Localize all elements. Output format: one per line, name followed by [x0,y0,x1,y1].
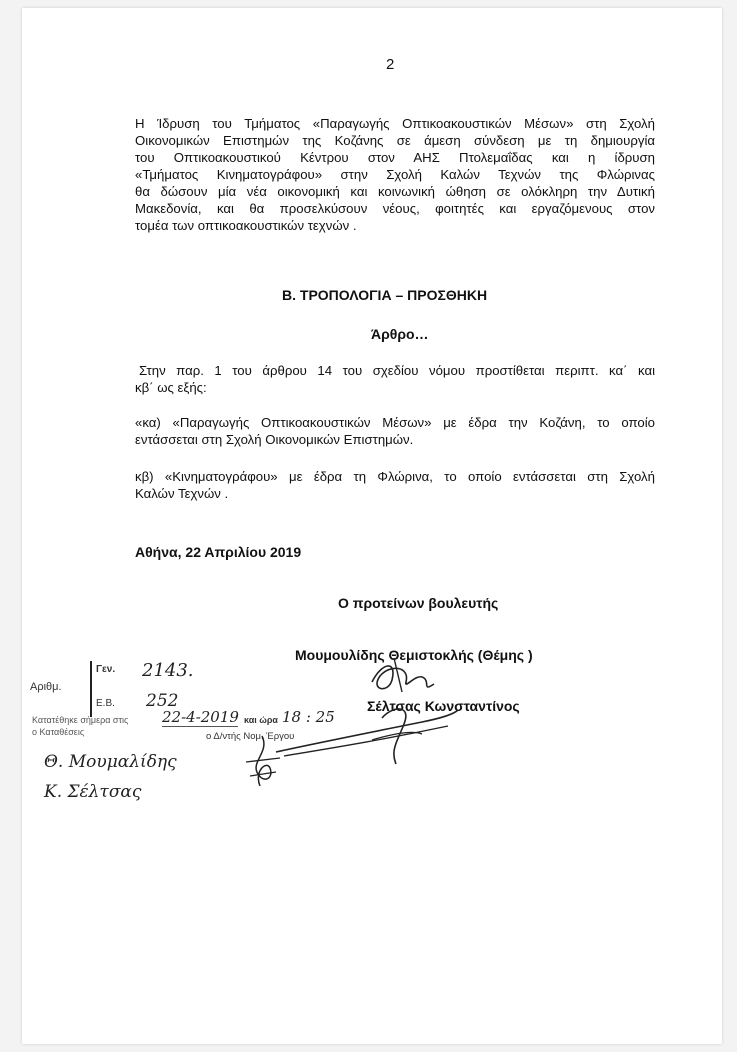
document-page [22,8,722,1044]
stamp-bracket [90,661,92,717]
page-number: 2 [386,56,395,73]
intro-line: τομέα των οπτικοακουστικών τεχνών . [135,218,357,233]
article-intro-line: κβ΄ ως εξής: [135,380,207,395]
mp-name-1: Μουμουλίδης Θεμιστοκλής (Θέμης ) [295,647,533,663]
signature-moumoulidis [362,652,442,702]
proposer-label: Ο προτείνων βουλευτής [338,595,499,611]
stamp-time-value: 18 : 25 [282,708,335,726]
intro-line: Η Ίδρυση του Τμήματος «Παραγωγής Οπτικοακουστικών Μέσων» στη Σχολή [135,116,655,131]
stamp-time-label: και ώρα [244,715,278,725]
signature-seltsas [272,700,462,770]
handwritten-name-1: Θ. Μουμαλίδης [44,752,177,772]
item-ka [135,414,655,448]
item-kb [135,468,655,502]
intro-paragraph [135,115,655,234]
intro-line: Οικονομικών Επιστημών της Κοζάνης σε άμεση σύνδεση με τη δημιουργία [135,133,655,148]
stamp-director-label: ο Δ/ντής Νομ. Έργου [206,731,295,742]
stamp-date-value: 22-4-2019 [162,708,239,726]
item-kb-line: κβ) «Κινηματογράφου» με έδρα τη Φλώρινα, το οποίο εντάσσεται στη Σχολή [135,469,655,484]
stamp-katatheseis-label: ο Καταθέσεις [32,727,85,737]
intro-line: Μακεδονία, και θα προσελκύσουν νέους, φοιτητές και εργαζόμενους στον [135,201,655,216]
amendment-title: Β. ΤΡΟΠΟΛΟΓΙΑ – ΠΡΟΣΘΗΚΗ [282,287,488,303]
article-intro-line: Στην παρ. 1 του άρθρου 14 του σχεδίου νόμου προστίθεται περιπτ. κα΄ και [139,363,655,378]
item-ka-line: «κα) «Παραγωγής Οπτικοακουστικών Μέσων» με έδρα την Κοζάνη, το οποίο [135,415,655,430]
stamp-eid-label: Ε.Β. [96,698,115,709]
intro-line: του Οπτικοακουστικού Κέντρου στον ΑΗΣ Πτολεμαΐδας και η ίδρυση [135,150,655,165]
intro-line: θα δώσουν μία νέα οικονομική και κοινωνική ώθηση σε ολόκληρη την Δυτική [135,184,655,199]
stamp-initials-signature [240,732,290,792]
article-intro [135,362,655,396]
intro-line: «Τμήματος Κινηματογράφου» στην Σχολή Καλών Τεχνών της Φλώρινας [135,167,655,182]
stamp-arithm-label: Αριθμ. [30,681,62,693]
stamp-gen-label: Γεν. [96,664,116,675]
stamp-katatethike-label: Κατατέθηκε σήμερα στις [32,715,129,725]
stamp-eid-value: 252 [146,691,179,711]
document-date: Αθήνα, 22 Απριλίου 2019 [135,544,302,560]
item-kb-line: Καλών Τεχνών . [135,486,229,501]
stamp-date-underline [162,726,238,727]
mp-name-2: Σέλτσας Κωνσταντίνος [367,698,520,714]
item-ka-line: εντάσσεται στη Σχολή Οικονομικών Επιστημών. [135,432,414,447]
article-title: Άρθρο… [371,326,429,342]
stamp-gen-value: 2143. [142,660,194,681]
handwritten-name-2: Κ. Σέλτσας [44,782,142,802]
